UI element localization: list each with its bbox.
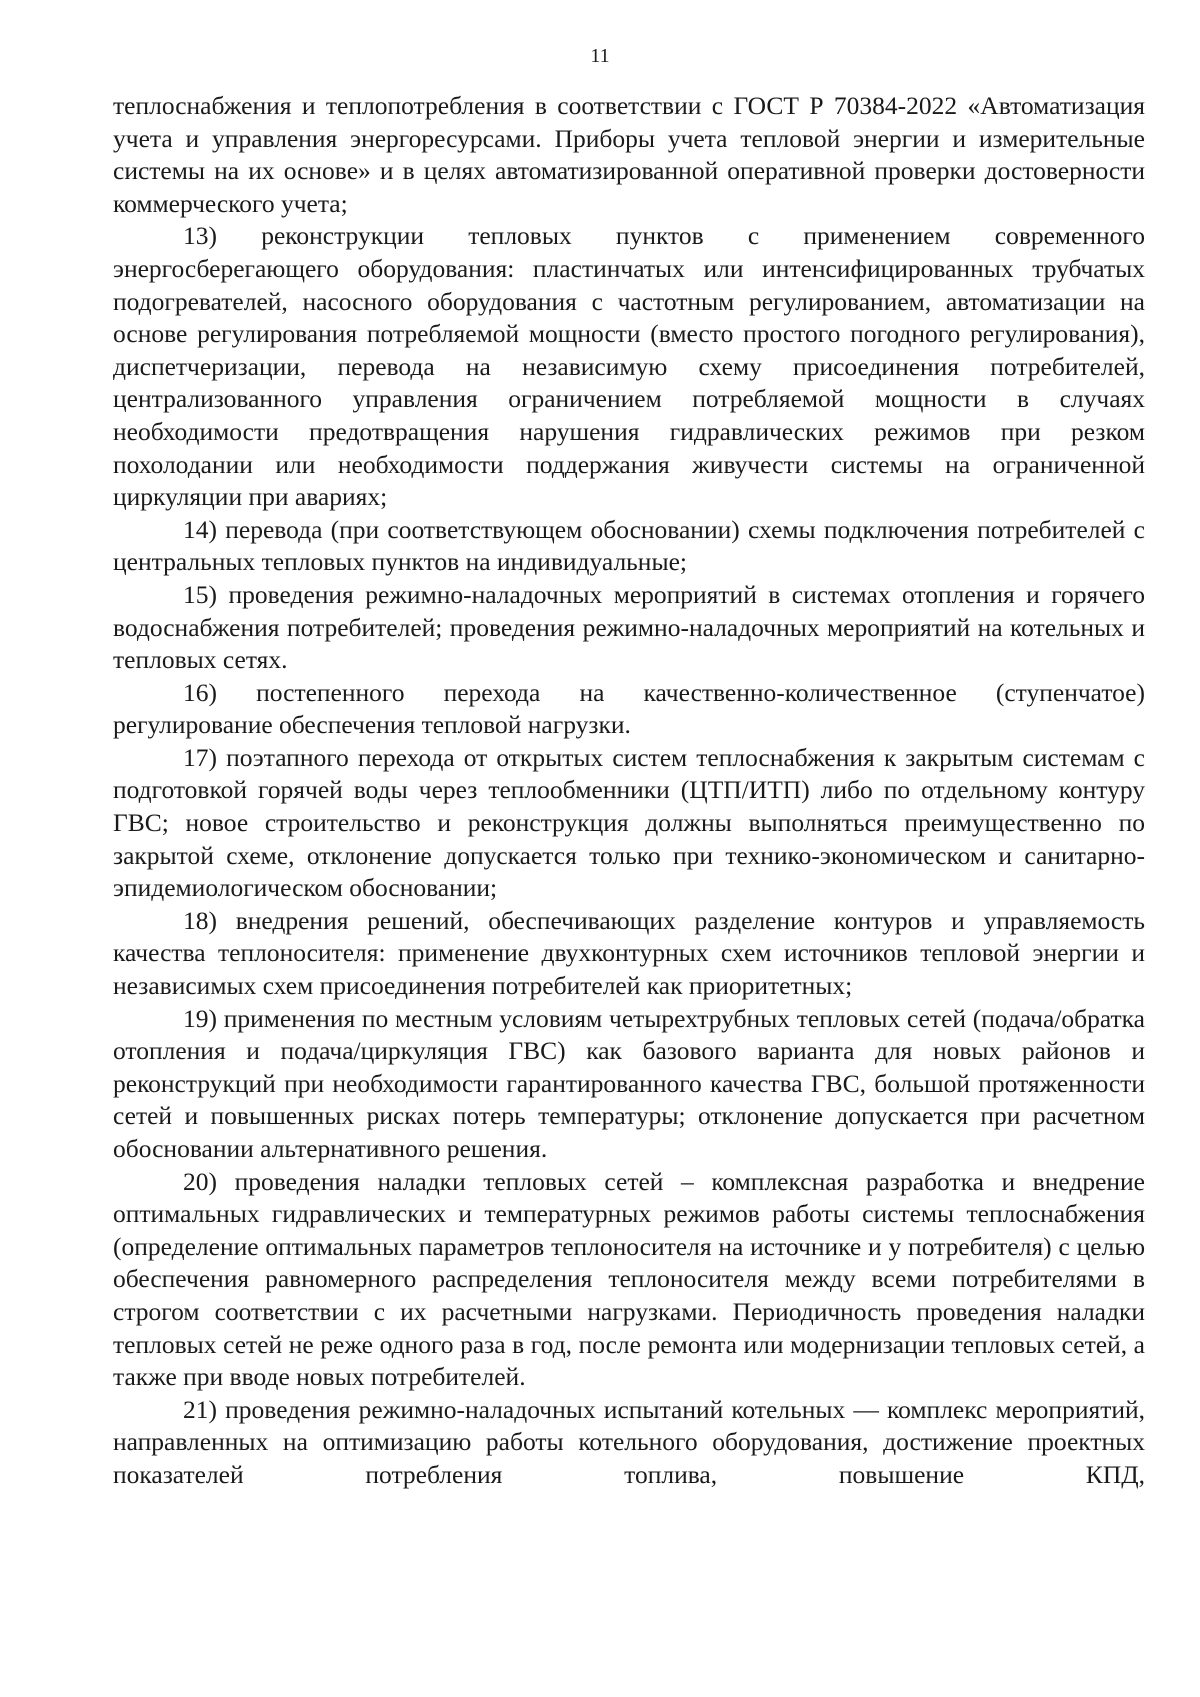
document-body [113,90,1145,1492]
list-item-15 [113,579,1145,677]
list-item-number: 13) [183,221,217,251]
list-item-21 [113,1394,1145,1492]
list-item-text: постепенного перехода на качественно-количественное (ступенчатое) регулирование обеспечения тепловой нагрузки. [113,677,1145,740]
list-item-number: 20) [183,1166,217,1196]
list-item-13 [113,220,1145,513]
list-item-17 [113,742,1145,905]
list-item-number: 19) [183,1003,217,1033]
list-item-20 [113,1166,1145,1394]
list-item-number: 18) [183,905,217,935]
list-item-19 [113,1003,1145,1166]
page-number: 11 [590,45,610,67]
list-item-text: проведения режимно-наладочных испытаний котельных — комплекс мероприятий, направленных на оптимизацию работы котельного оборудования, достижение проектных показателей потребления топлива, повышение КПД, [113,1394,1146,1489]
list-item-number: 15) [183,579,217,609]
list-item-text: реконструкции тепловых пунктов с применением современного энергосберегающего оборудования: пластинчатых или интенсифицированных трубчатых подогревателей, насосного оборудования с частотным регулированием, автоматизации на основе регулирования потребляемой мощности (вместо простого погодного регулирования), диспетчеризации, перевода на независимую схему присоединения потребителей, централизованного управления ограничением потребляемой мощности в случаях необходимости предотвращения нарушения гидравлических режимов при резком похолодании или необходимости поддержания живучести системы на ограниченной циркуляции при авариях; [113,221,1145,512]
list-item-number: 21) [183,1394,217,1424]
paragraph-continuation [113,90,1145,220]
list-item-14 [113,514,1145,579]
list-item-16 [113,677,1145,742]
list-item-number: 16) [183,677,217,707]
list-item-18 [113,905,1145,1003]
list-item-text: проведения наладки тепловых сетей – комплексная разработка и внедрение оптимальных гидравлических и температурных режимов работы системы теплоснабжения (определение оптимальных параметров теплоносителя на источнике и у потребителя) с целью обеспечения равномерного распределения теплоносителя между всеми потребителями в строгом соответствии с их расчетными нагрузками. Периодичность проведения наладки тепловых сетей не реже одного раза в год, после ремонта или модернизации тепловых сетей, а также при вводе новых потребителей. [113,1166,1146,1392]
list-item-text: проведения режимно-наладочных мероприятий в системах отопления и горячего водоснабжения потребителей; проведения режимно-наладочных мероприятий на котельных и тепловых сетях. [113,579,1146,675]
list-item-text: поэтапного перехода от открытых систем теплоснабжения к закрытым системам с подготовкой горячей воды через теплообменники (ЦТП/ИТП) либо по отдельному контуру ГВС; новое строительство и реконструкция должны выполняться преимущественно по закрытой схеме, отклонение допускается только при технико-экономическом и санитарно-эпидемиологическом обосновании; [113,742,1146,903]
paragraph-text: теплоснабжения и теплопотребления в соответствии с ГОСТ Р 70384-2022 «Автоматизация учета и управления энергоресурсами. Приборы учета тепловой энергии и измерительные системы на их основе» и в целях автоматизированной оперативной проверки достоверности коммерческого учета; [113,91,1145,218]
list-item-text: перевода (при соответствующем обосновании) схемы подключения потребителей с центральных тепловых пунктов на индивидуальные; [113,514,1146,577]
list-item-text: применения по местным условиям четырехтрубных тепловых сетей (подача/обратка отопления и подача/циркуляция ГВС) как базового варианта для новых районов и реконструкций при необходимости гарантированного качества ГВС, большой протяженности сетей и повышенных рисках потерь температуры; отклонение допускается при расчетном обосновании альтернативного решения. [113,1003,1146,1163]
list-item-number: 14) [183,514,217,544]
list-item-number: 17) [183,742,217,772]
list-item-text: внедрения решений, обеспечивающих разделение контуров и управляемость качества теплоносителя: применение двухконтурных схем источников тепловой энергии и независимых схем присоединения потребителей как приоритетных; [113,905,1146,1001]
